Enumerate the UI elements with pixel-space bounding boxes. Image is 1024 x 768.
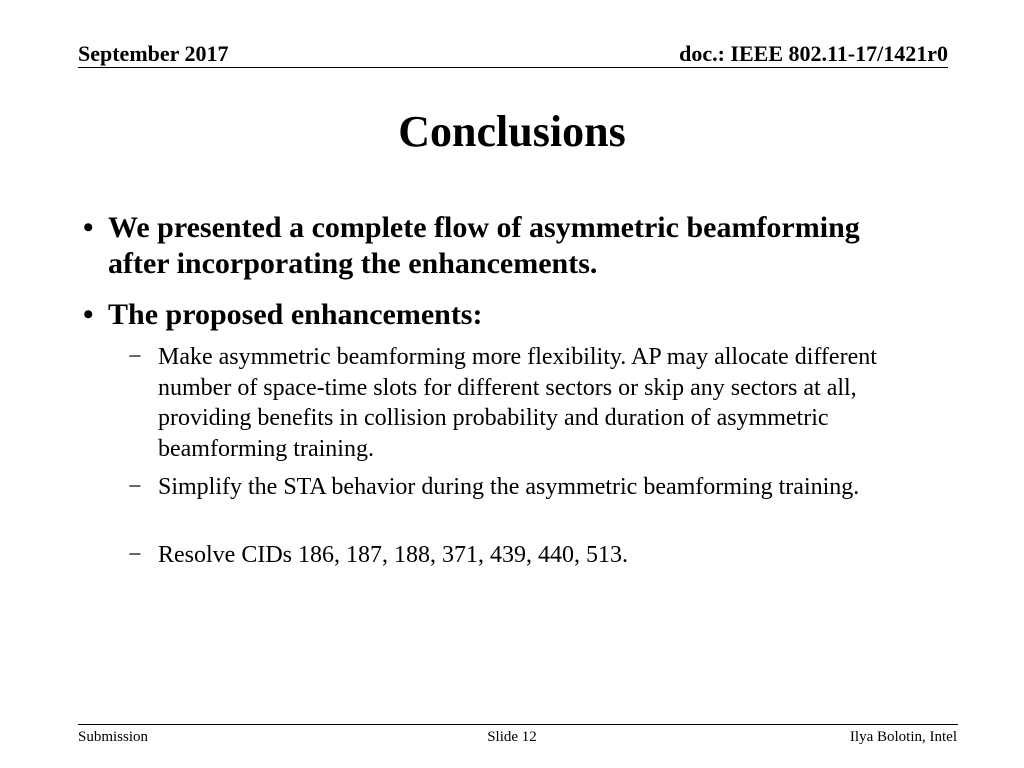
bullet-text: The proposed enhancements: <box>108 298 483 331</box>
bullet-item <box>83 210 903 286</box>
sub-bullet-item <box>128 472 958 534</box>
footer-submission: Submission <box>78 729 149 745</box>
sub-bullet-item <box>128 342 958 466</box>
sub-bullet-item <box>128 540 958 572</box>
bullet-marker: • <box>83 298 94 331</box>
footer-slide-number: Slide 12 <box>487 729 537 745</box>
bullet-item <box>83 297 903 335</box>
sub-bullet-text: Simplify the STA behavior during the asymmetric beamforming training. <box>158 474 860 500</box>
slide-title: Conclusions <box>398 107 626 156</box>
sub-bullet-text: Resolve CIDs 186, 187, 188, 371, 439, 440, 513. <box>158 542 628 568</box>
footer-author: Ilya Bolotin, Intel <box>849 729 957 745</box>
header-divider <box>78 67 948 68</box>
bullet-text: We presented a complete flow of asymmetric beamforming after incorporating the enhancements. <box>108 211 860 280</box>
sub-bullet-text: Make asymmetric beamforming more flexibility. AP may allocate different number of space-time slots for different sectors or skip any sectors at all, providing benefits in collision probability and duration of asymmetric beamforming training. <box>158 344 877 462</box>
sub-bullet-marker: − <box>128 542 142 568</box>
sub-bullet-marker: − <box>128 344 142 370</box>
header-date: September 2017 <box>78 41 229 66</box>
footer-divider <box>78 724 958 725</box>
header-doc-id: doc.: IEEE 802.11-17/1421r0 <box>679 41 948 66</box>
sub-bullet-marker: − <box>128 474 142 500</box>
bullet-marker: • <box>83 211 94 244</box>
